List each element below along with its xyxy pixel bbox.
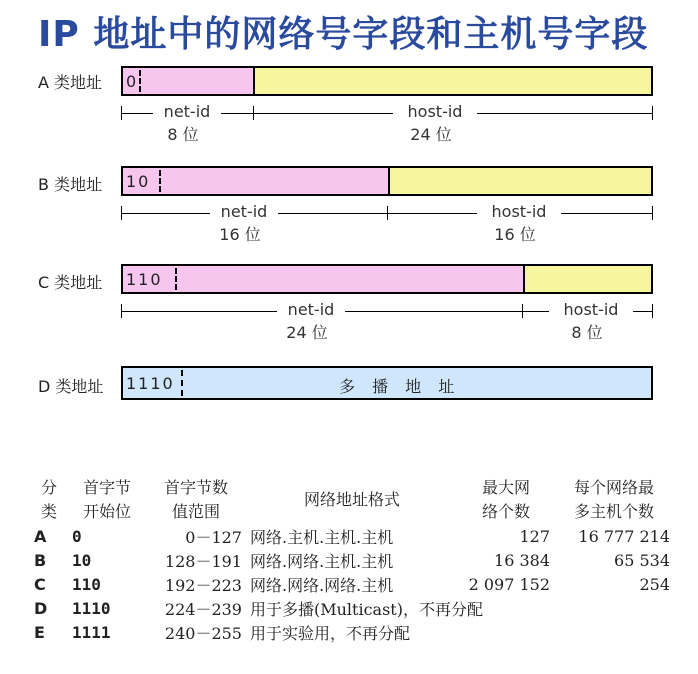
class-b-net-name: net-id: [210, 202, 278, 221]
row-max-networks: 16 384: [494, 550, 550, 570]
class-b-label: B 类地址: [38, 175, 103, 194]
class-b-host-bits: 16 位: [494, 225, 536, 244]
class-b-net-segment: [123, 168, 389, 194]
header-first-byte-bits: 首字节 开始位: [82, 478, 131, 521]
row-range: 0－127: [185, 527, 242, 547]
row-format: 用于多播(Multicast)，不再分配: [250, 599, 483, 619]
class-c-label: C 类地址: [38, 273, 103, 292]
row-format: 网络.网络.主机.主机: [250, 551, 394, 571]
class-c-prefix: 110: [126, 270, 163, 289]
class-a-host-bits: 24 位: [410, 125, 452, 144]
class-d-multicast-text: 多 播 地 址: [339, 377, 461, 396]
header-first-byte-range: 首字节数 值范围: [163, 478, 228, 521]
row-first-bits: 110: [72, 574, 101, 594]
row-range: 128－191: [164, 551, 242, 571]
table-row: [30, 548, 674, 572]
class-a-bar: [121, 66, 653, 96]
class-a-net-segment: [123, 68, 254, 94]
row-range: 192－223: [164, 575, 242, 595]
class-c-host-bits: 8 位: [571, 323, 603, 342]
class-d-label: D 类地址: [38, 377, 104, 396]
class-c-divider: [523, 266, 525, 292]
class-a-divider: [253, 68, 255, 94]
class-d-bar: [121, 366, 653, 400]
table-header-row: [30, 476, 674, 524]
row-max-networks: 127: [519, 526, 550, 546]
table-row: [30, 572, 674, 596]
row-format: 网络.网络.网络.主机: [250, 575, 394, 595]
class-a-prefix-dash: [139, 70, 141, 92]
class-b-divider: [388, 168, 390, 194]
class-a-net-bits: 8 位: [167, 125, 199, 144]
row-format: 网络.主机.主机.主机: [250, 527, 394, 547]
header-max-hosts: 每个网络最 多主机个数: [573, 478, 654, 521]
table-row: [30, 620, 674, 644]
table-row: [30, 596, 674, 620]
class-c-net-name: net-id: [277, 300, 345, 319]
class-b-bar: [121, 166, 653, 196]
class-a-host-name: host-id: [393, 102, 477, 121]
ip-class-table: [30, 476, 674, 644]
row-class: B: [34, 550, 47, 570]
class-a-label: A 类地址: [38, 73, 103, 92]
row-first-bits: 1111: [72, 622, 111, 642]
class-b-prefix: 10: [126, 172, 151, 191]
class-b-prefix-dash: [159, 170, 161, 192]
row-max-hosts: 16 777 214: [578, 526, 670, 546]
header-class: 分 类: [40, 478, 57, 521]
header-max-networks: 最大网 络个数: [481, 478, 530, 521]
class-c-net-segment: [123, 266, 524, 292]
row-first-bits: 0: [72, 526, 82, 546]
row-max-networks: 2 097 152: [468, 574, 550, 594]
row-class: E: [34, 622, 45, 642]
row-format: 用于实验用，不再分配: [250, 623, 411, 643]
class-b-net-bits: 16 位: [219, 225, 261, 244]
class-c-prefix-dash: [175, 268, 177, 290]
page-title: IP 地址中的网络号字段和主机号字段: [38, 14, 649, 55]
class-b-host-segment: [389, 168, 651, 194]
row-range: 224－239: [164, 599, 242, 619]
row-range: 240－255: [164, 623, 242, 643]
class-c-net-bits: 24 位: [286, 323, 328, 342]
class-d-prefix: 1110: [126, 374, 175, 393]
class-a-net-name: net-id: [153, 102, 221, 121]
row-class: D: [34, 598, 48, 618]
class-a-prefix: 0: [126, 72, 139, 91]
row-class: C: [34, 574, 46, 594]
row-class: A: [34, 526, 47, 546]
class-d-prefix-dash: [181, 370, 183, 396]
class-c-host-name: host-id: [549, 300, 633, 319]
class-c-host-segment: [524, 266, 651, 292]
header-address-format: 网络地址格式: [303, 490, 400, 509]
class-a-host-segment: [254, 68, 651, 94]
class-b-host-name: host-id: [477, 202, 561, 221]
class-c-bar: [121, 264, 653, 294]
table-row: [30, 524, 674, 548]
row-max-hosts: 254: [639, 574, 670, 594]
row-max-hosts: 65 534: [614, 550, 670, 570]
row-first-bits: 10: [72, 550, 92, 570]
row-first-bits: 1110: [72, 598, 111, 618]
